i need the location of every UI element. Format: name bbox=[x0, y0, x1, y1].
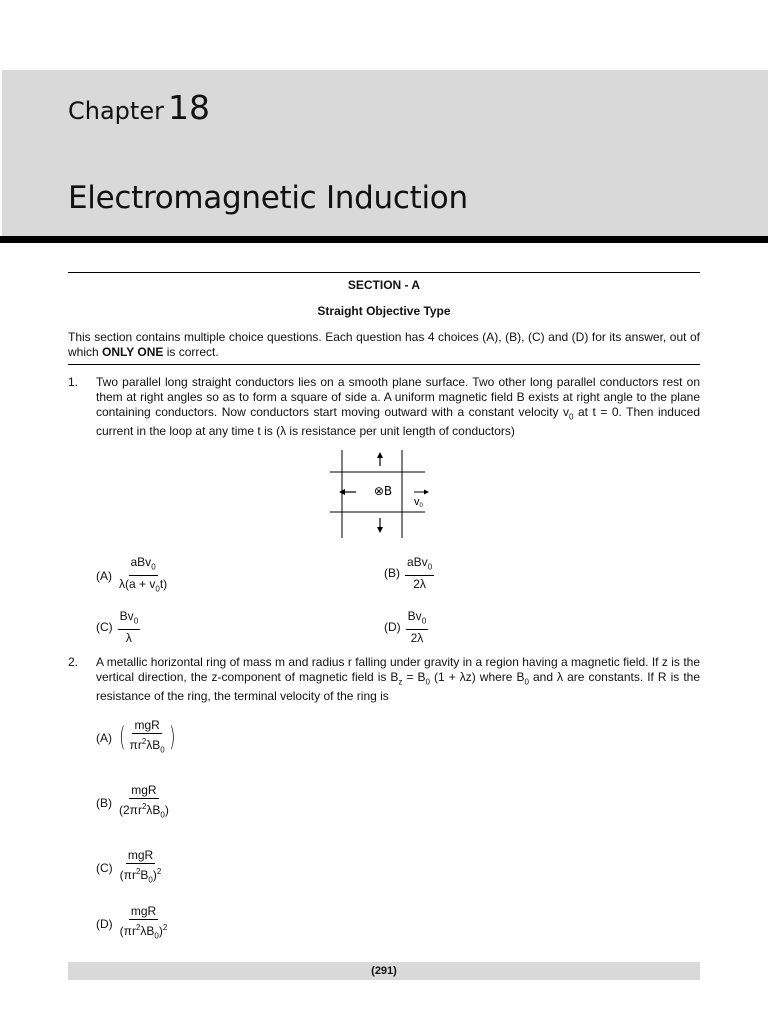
fraction-numerator: mgR bbox=[131, 783, 157, 797]
section-bottom-rule bbox=[68, 364, 700, 365]
velocity-sub: 0 bbox=[419, 503, 423, 509]
q2-option-c-fraction bbox=[118, 848, 164, 887]
square-loop-diagram bbox=[330, 450, 430, 538]
chapter-title: Electromagnetic Induction bbox=[68, 180, 468, 216]
fraction-denominator: $(\pi r^2B_0)^2$ bbox=[119, 867, 162, 885]
q1-option-c-fraction bbox=[118, 609, 140, 645]
q2-option-a-label: (A) bbox=[96, 730, 112, 745]
instructions-text-end: is correct. bbox=[163, 345, 219, 359]
question-1-text-b: at t = 0. Then induced current in the loop at any time t is (λ is resistance per unit length of conductors) bbox=[96, 405, 700, 439]
velocity-label bbox=[414, 496, 424, 509]
q2-option-c-label: (C) bbox=[96, 860, 113, 875]
q2-option-b-fraction bbox=[117, 783, 171, 822]
fraction-numerator: mgR bbox=[134, 718, 160, 732]
question-2-number: 2. bbox=[68, 655, 79, 669]
q2-option-a-fraction bbox=[128, 718, 167, 757]
close-paren: ) bbox=[168, 722, 176, 754]
question-1-sub: 0 bbox=[569, 412, 574, 422]
chapter-label bbox=[68, 88, 210, 127]
q2-option-b bbox=[96, 783, 171, 822]
question-1-text-a: Two parallel long straight conductors lies on a smooth plane surface. Two other long parallel conductors rest on them at right angles so as to form a square of side a. A uniform magnetic field B exists at right angle to the plane containing conductors. Now conductors start moving outward with a constant velocity v bbox=[96, 375, 700, 419]
q1-option-d bbox=[384, 609, 428, 645]
fraction-numerator: aBv$_0$ bbox=[129, 555, 158, 576]
fraction-denominator: $\lambda(a + v_0t)$ bbox=[119, 577, 168, 594]
q1-option-a bbox=[96, 555, 169, 597]
header-divider bbox=[0, 236, 768, 243]
q2-option-d-fraction bbox=[118, 904, 170, 943]
question-1-number: 1. bbox=[68, 375, 79, 389]
instructions-emphasis: ONLY ONE bbox=[102, 345, 164, 359]
q1-option-b-label: (B) bbox=[384, 566, 400, 581]
question-1-text bbox=[96, 375, 700, 439]
q1-option-d-label: (D) bbox=[384, 620, 401, 635]
chapter-number: 18 bbox=[167, 88, 210, 127]
velocity-symbol: v bbox=[414, 496, 420, 508]
field-label: ⊗B bbox=[373, 484, 393, 498]
q1-option-b-fraction bbox=[405, 555, 434, 591]
fraction-numerator: aBv$_0$ bbox=[405, 555, 434, 576]
chapter-word: Chapter bbox=[68, 97, 164, 125]
open-paren: ( bbox=[119, 722, 126, 754]
section-title: SECTION - A bbox=[347, 278, 421, 292]
q2-option-a bbox=[96, 718, 177, 757]
fraction-numerator: mgR bbox=[127, 848, 154, 862]
fraction-denominator: $(2\pi r^2\lambda B_0)$ bbox=[119, 802, 169, 820]
q1-option-c-label: (C) bbox=[96, 620, 113, 635]
fraction-numerator: $Bv_0$ bbox=[118, 609, 140, 630]
q2-option-c bbox=[96, 848, 163, 887]
q2-option-b-label: (B) bbox=[96, 795, 112, 810]
up-arrow-icon bbox=[377, 452, 383, 466]
q1-option-a-label: (A) bbox=[96, 568, 112, 583]
section-type: Straight Objective Type bbox=[317, 304, 451, 318]
fraction-denominator: $(\pi r^2\lambda B_0)^2$ bbox=[119, 923, 168, 941]
q1-option-d-fraction bbox=[406, 609, 428, 645]
fraction-denominator: λ bbox=[125, 631, 132, 646]
q1-option-c bbox=[96, 609, 140, 645]
down-arrow-icon bbox=[377, 518, 383, 533]
question-2-text: A metallic horizontal ring of mass m and radius r falling under gravity in a region having a magnetic field. If z is the vertical direction, the z-component of magnetic field is $B_z = B_0$ (1 + λz) where $B_0$ and λ are constants. If R is the resistance of the ring, the terminal velocity of the ring is bbox=[96, 655, 700, 704]
question-1-figure bbox=[330, 450, 430, 538]
page-number: (291) bbox=[68, 962, 700, 980]
q2-option-d bbox=[96, 904, 169, 943]
right-arrow-icon bbox=[414, 490, 429, 495]
fraction-numerator: mgR bbox=[130, 904, 157, 918]
q1-option-a-fraction bbox=[117, 555, 169, 597]
fraction-denominator: 2λ bbox=[410, 631, 424, 646]
q2-option-d-label: (D) bbox=[96, 916, 113, 931]
fraction-numerator: $Bv_0$ bbox=[406, 609, 428, 630]
fraction-denominator: 2λ bbox=[413, 577, 426, 592]
q1-option-b bbox=[384, 555, 434, 591]
instructions bbox=[68, 330, 700, 360]
section-top-rule bbox=[68, 272, 700, 273]
instructions-text: This section contains multiple choice questions. Each question has 4 choices (A), (B), (C) and (D) for its answer, out of which bbox=[68, 330, 700, 359]
fraction-denominator: $\pi r^2\lambda B_0$ bbox=[129, 737, 165, 755]
